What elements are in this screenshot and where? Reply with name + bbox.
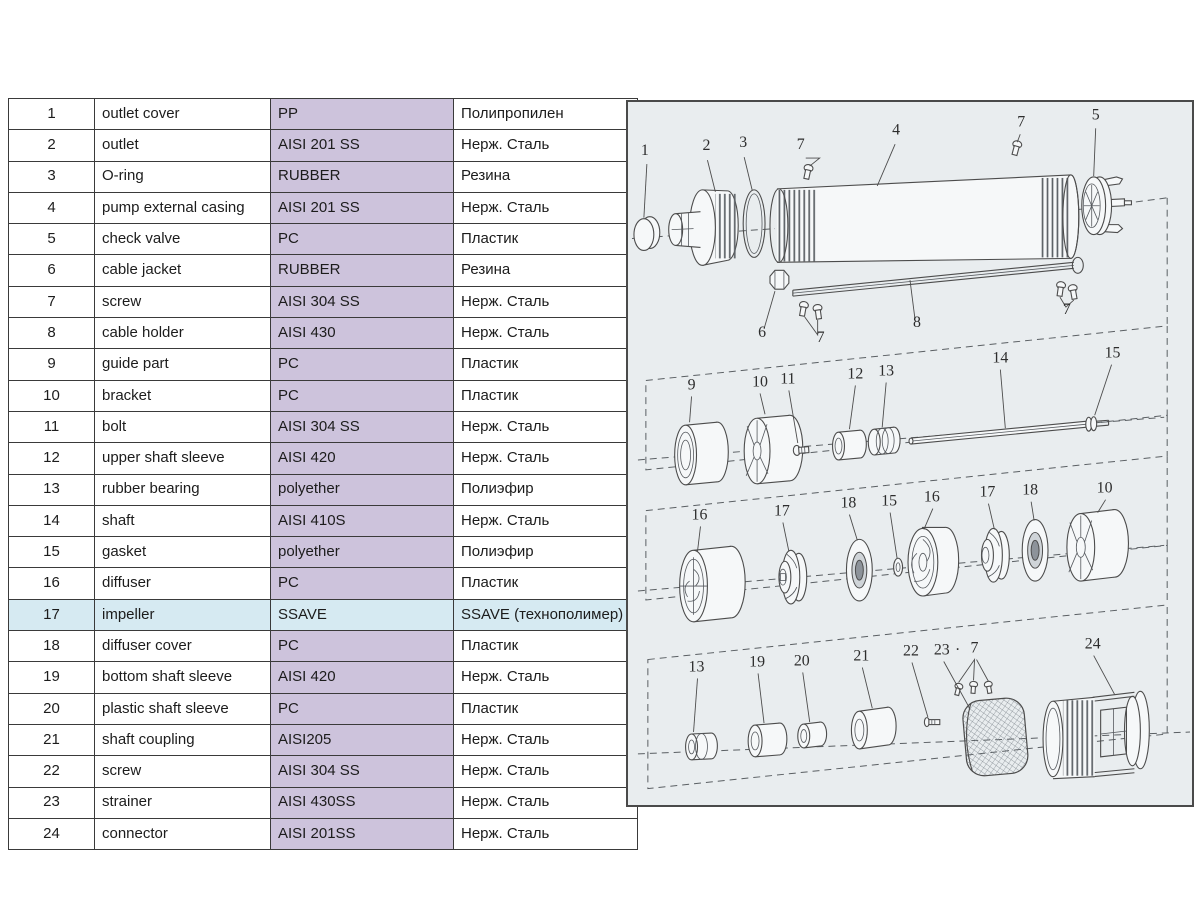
part-callout-18: 18 bbox=[840, 494, 857, 512]
table-row bbox=[9, 99, 638, 130]
part-material: PC bbox=[271, 568, 454, 599]
part-24-connector-drawing bbox=[1043, 691, 1149, 778]
part-material: AISI 304 SS bbox=[271, 411, 454, 442]
part-name: guide part bbox=[95, 349, 271, 380]
part-21-shaft-coupling-drawing bbox=[851, 707, 896, 749]
part-material: AISI 201 SS bbox=[271, 130, 454, 161]
part-14-shaft-drawing bbox=[909, 421, 1087, 444]
part-material-ru: Нерж. Сталь bbox=[454, 286, 638, 317]
part-number: 11 bbox=[9, 411, 95, 442]
part-name: diffuser cover bbox=[95, 631, 271, 662]
part-callout-22: 22 bbox=[903, 642, 919, 660]
part-callout-7: 7 bbox=[796, 136, 805, 154]
part-callout-4: 4 bbox=[892, 121, 901, 139]
part-material-ru: Полиэфир bbox=[454, 537, 638, 568]
table-row bbox=[9, 224, 638, 255]
part-material: RUBBER bbox=[271, 255, 454, 286]
part-callout-13: 13 bbox=[878, 362, 895, 380]
part-callout-3: 3 bbox=[739, 134, 748, 152]
part-callout-8: 8 bbox=[912, 313, 921, 331]
part-name: screw bbox=[95, 286, 271, 317]
part-number: 14 bbox=[9, 505, 95, 536]
part-material-ru: Нерж. Сталь bbox=[454, 818, 638, 849]
part-number: 4 bbox=[9, 192, 95, 223]
table-row bbox=[9, 568, 638, 599]
part-material-ru: Пластик bbox=[454, 380, 638, 411]
part-callout-13: 13 bbox=[688, 658, 705, 676]
exploded-diagram-drawing bbox=[628, 102, 1192, 805]
part-number: 23 bbox=[9, 787, 95, 818]
part-callout-14: 14 bbox=[992, 349, 1009, 367]
part-callout-15: 15 bbox=[881, 492, 898, 510]
part-number: 6 bbox=[9, 255, 95, 286]
part-callout-7: 7 bbox=[816, 328, 825, 346]
part-material: PC bbox=[271, 349, 454, 380]
part-callout-24: 24 bbox=[1084, 635, 1101, 653]
part-19-bottom-shaft-sleeve-drawing bbox=[748, 723, 787, 757]
part-number: 2 bbox=[9, 130, 95, 161]
part-number: 13 bbox=[9, 474, 95, 505]
part-9-guide-part-drawing bbox=[675, 422, 729, 485]
table-row bbox=[9, 662, 638, 693]
part-7-screw-top-left-drawing bbox=[802, 164, 814, 180]
part-material-ru: Резина bbox=[454, 161, 638, 192]
part-callout-20: 20 bbox=[793, 652, 810, 670]
part-number: 18 bbox=[9, 631, 95, 662]
part-material-ru: Нерж. Сталь bbox=[454, 192, 638, 223]
exploded-diagram-panel bbox=[626, 100, 1194, 807]
part-number: 1 bbox=[9, 99, 95, 130]
part-13-rubber-bearing-2-drawing bbox=[686, 733, 718, 760]
part-callout-7: 7 bbox=[970, 639, 979, 657]
part-callout-10: 10 bbox=[1096, 479, 1113, 497]
part-material: AISI 304 SS bbox=[271, 756, 454, 787]
part-material-ru: Пластик bbox=[454, 349, 638, 380]
part-name: screw bbox=[95, 756, 271, 787]
table-row bbox=[9, 474, 638, 505]
part-number: 19 bbox=[9, 662, 95, 693]
part-callout-7: 7 bbox=[1062, 300, 1071, 318]
table-row bbox=[9, 255, 638, 286]
part-20-plastic-shaft-sleeve-drawing bbox=[798, 722, 827, 748]
part-material-ru: Полиэфир bbox=[454, 474, 638, 505]
part-name: shaft coupling bbox=[95, 724, 271, 755]
part-material: AISI 420 bbox=[271, 443, 454, 474]
part-material: polyether bbox=[271, 537, 454, 568]
table-row bbox=[9, 380, 638, 411]
part-name: bottom shaft sleeve bbox=[95, 662, 271, 693]
part-number: 16 bbox=[9, 568, 95, 599]
part-material: PC bbox=[271, 224, 454, 255]
part-name: O-ring bbox=[95, 161, 271, 192]
part-number: 10 bbox=[9, 380, 95, 411]
part-5-check-valve-drawing bbox=[1082, 177, 1132, 235]
part-name: connector bbox=[95, 818, 271, 849]
table-row bbox=[9, 443, 638, 474]
part-callout-16: 16 bbox=[691, 506, 708, 524]
part-callout-17: 17 bbox=[979, 483, 996, 501]
part-17-impeller-2-drawing bbox=[981, 528, 1009, 582]
part-material-ru: Нерж. Сталь bbox=[454, 787, 638, 818]
part-material: SSAVE bbox=[271, 599, 454, 630]
part-name: diffuser bbox=[95, 568, 271, 599]
part-callout-11: 11 bbox=[780, 370, 796, 388]
part-material: AISI 430SS bbox=[271, 787, 454, 818]
part-3-o-ring-drawing bbox=[743, 190, 765, 258]
table-row bbox=[9, 349, 638, 380]
part-callout-21: 21 bbox=[853, 647, 870, 665]
table-row bbox=[9, 693, 638, 724]
table-row bbox=[9, 318, 638, 349]
part-material-ru: Нерж. Сталь bbox=[454, 443, 638, 474]
part-22-screw-drawing bbox=[924, 718, 939, 727]
part-23-strainer-drawing bbox=[961, 697, 1029, 778]
part-name: upper shaft sleeve bbox=[95, 443, 271, 474]
part-callout-18: 18 bbox=[1022, 481, 1039, 499]
part-number: 3 bbox=[9, 161, 95, 192]
part-name: plastic shaft sleeve bbox=[95, 693, 271, 724]
part-number: 9 bbox=[9, 349, 95, 380]
part-callout-15: 15 bbox=[1104, 344, 1121, 362]
part-18-diffuser-cover-2-drawing bbox=[1022, 520, 1048, 582]
part-15-gasket-on-shaft-drawing bbox=[1086, 417, 1109, 431]
part-material-ru: Пластик bbox=[454, 693, 638, 724]
part-material-ru: Нерж. Сталь bbox=[454, 130, 638, 161]
part-callout-2: 2 bbox=[702, 137, 711, 155]
part-name: impeller bbox=[95, 599, 271, 630]
part-material-ru: SSAVE (технополимер) bbox=[454, 599, 638, 630]
part-material: AISI 420 bbox=[271, 662, 454, 693]
part-callout-12: 12 bbox=[847, 365, 864, 383]
part-15-gasket-drawing bbox=[894, 558, 903, 576]
part-material-ru: Нерж. Сталь bbox=[454, 724, 638, 755]
part-material: PC bbox=[271, 631, 454, 662]
part-name: rubber bearing bbox=[95, 474, 271, 505]
part-name: outlet cover bbox=[95, 99, 271, 130]
part-material-ru: Нерж. Сталь bbox=[454, 662, 638, 693]
part-material: PC bbox=[271, 693, 454, 724]
part-name: strainer bbox=[95, 787, 271, 818]
part-number: 24 bbox=[9, 818, 95, 849]
part-6-cable-jacket-drawing bbox=[770, 270, 789, 289]
table-row bbox=[9, 787, 638, 818]
part-10-bracket-2-drawing bbox=[1067, 510, 1129, 581]
part-18-diffuser-cover-drawing bbox=[846, 539, 872, 601]
table-row bbox=[9, 130, 638, 161]
part-material-ru: Полипропилен bbox=[454, 99, 638, 130]
part-material-ru: Нерж. Сталь bbox=[454, 318, 638, 349]
part-material: AISI 410S bbox=[271, 505, 454, 536]
part-material: AISI 430 bbox=[271, 318, 454, 349]
table-row bbox=[9, 411, 638, 442]
part-callout-19: 19 bbox=[749, 653, 766, 671]
part-callout-23: 23 bbox=[933, 641, 950, 659]
part-name: bolt bbox=[95, 411, 271, 442]
part-material-ru: Нерж. Сталь bbox=[454, 505, 638, 536]
part-2-outlet-drawing bbox=[669, 190, 739, 265]
part-4-pump-casing-drawing bbox=[770, 175, 1079, 262]
part-material: PP bbox=[271, 99, 454, 130]
part-material-ru: Пластик bbox=[454, 631, 638, 662]
table-row bbox=[9, 192, 638, 223]
part-material-ru: Нерж. Сталь bbox=[454, 756, 638, 787]
part-number: 7 bbox=[9, 286, 95, 317]
table-row bbox=[9, 724, 638, 755]
table-row bbox=[9, 599, 638, 630]
part-name: shaft bbox=[95, 505, 271, 536]
part-material-ru: Пластик bbox=[454, 568, 638, 599]
part-number: 15 bbox=[9, 537, 95, 568]
part-callout-5: 5 bbox=[1091, 106, 1100, 124]
part-material-ru: Резина bbox=[454, 255, 638, 286]
part-material: AISI 201 SS bbox=[271, 192, 454, 223]
part-material-ru: Пластик bbox=[454, 224, 638, 255]
part-16-diffuser-drawing bbox=[680, 546, 746, 621]
table-row bbox=[9, 161, 638, 192]
part-12-upper-shaft-sleeve-drawing bbox=[833, 430, 867, 460]
parts-table-container bbox=[8, 98, 638, 850]
part-17-impeller-drawing bbox=[779, 550, 807, 604]
part-callout-17: 17 bbox=[773, 502, 790, 520]
part-name: check valve bbox=[95, 224, 271, 255]
part-number: 8 bbox=[9, 318, 95, 349]
part-number: 17 bbox=[9, 599, 95, 630]
part-name: outlet bbox=[95, 130, 271, 161]
part-number: 21 bbox=[9, 724, 95, 755]
part-callout-16: 16 bbox=[923, 488, 940, 506]
part-name: cable holder bbox=[95, 318, 271, 349]
part-material: RUBBER bbox=[271, 161, 454, 192]
table-row bbox=[9, 286, 638, 317]
part-callout-7: 7 bbox=[1017, 113, 1026, 131]
part-7-screws-bottom-left-drawing bbox=[798, 301, 824, 320]
part-callout-·: · bbox=[955, 641, 961, 659]
part-7-screws-bottom-right-drawing bbox=[1055, 281, 1079, 300]
part-material: AISI 304 SS bbox=[271, 286, 454, 317]
part-material: AISI 201SS bbox=[271, 818, 454, 849]
part-number: 12 bbox=[9, 443, 95, 474]
part-13-rubber-bearing-drawing bbox=[868, 427, 900, 455]
part-name: pump external casing bbox=[95, 192, 271, 223]
part-callout-1: 1 bbox=[640, 142, 649, 160]
part-7-screw-top-right-drawing bbox=[1010, 140, 1022, 156]
table-row bbox=[9, 505, 638, 536]
part-16-diffuser-2-drawing bbox=[908, 527, 959, 596]
part-1-outlet-cover-drawing bbox=[634, 217, 660, 251]
part-callout-9: 9 bbox=[687, 376, 696, 394]
table-row bbox=[9, 631, 638, 662]
table-row bbox=[9, 537, 638, 568]
table-row bbox=[9, 756, 638, 787]
part-material: polyether bbox=[271, 474, 454, 505]
part-material-ru: Нерж. Сталь bbox=[454, 411, 638, 442]
part-material: PC bbox=[271, 380, 454, 411]
part-callout-6: 6 bbox=[758, 323, 767, 341]
part-name: gasket bbox=[95, 537, 271, 568]
part-number: 22 bbox=[9, 756, 95, 787]
part-name: bracket bbox=[95, 380, 271, 411]
part-callout-10: 10 bbox=[752, 373, 769, 391]
table-row bbox=[9, 818, 638, 849]
part-number: 5 bbox=[9, 224, 95, 255]
part-number: 20 bbox=[9, 693, 95, 724]
parts-table bbox=[8, 98, 638, 850]
part-name: cable jacket bbox=[95, 255, 271, 286]
part-8-cable-holder-drawing bbox=[793, 257, 1083, 296]
part-material: AISI205 bbox=[271, 724, 454, 755]
